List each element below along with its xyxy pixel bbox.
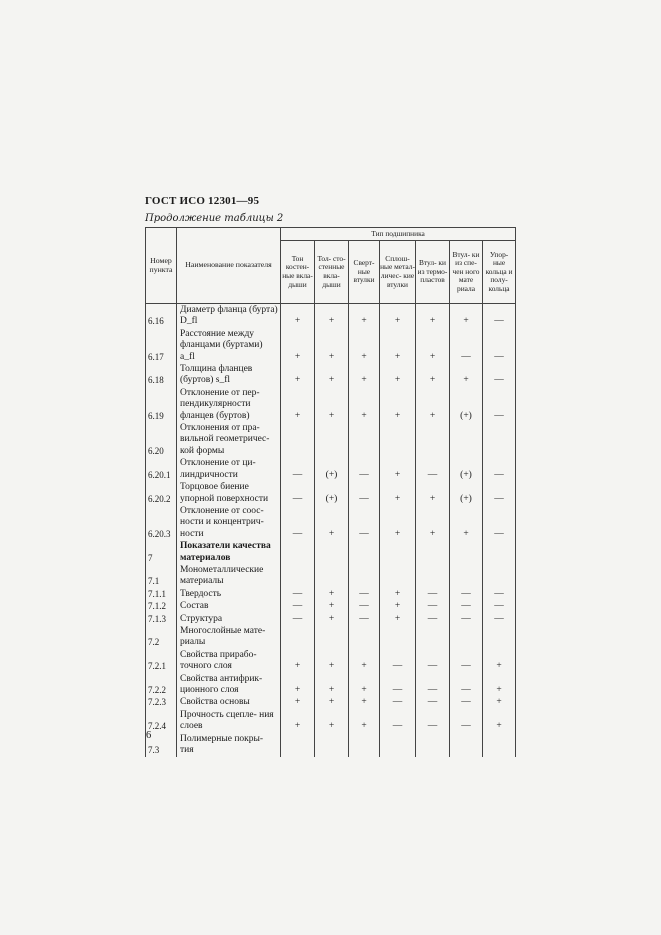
applicability-mark: + (315, 589, 349, 601)
applicability-mark: — (281, 614, 315, 626)
applicability-mark: — (416, 458, 450, 482)
row-number: 7.1.1 (146, 589, 177, 601)
applicability-mark: + (483, 710, 516, 734)
applicability-mark: + (380, 482, 416, 506)
standard-header: ГОСТ ИСО 12301—95 (145, 195, 260, 207)
applicability-mark: + (315, 650, 349, 674)
table-row (146, 458, 516, 482)
column-header-type: Упор- ные кольца и полу- кольца (483, 241, 516, 304)
applicability-mark: — (483, 482, 516, 506)
applicability-mark: — (483, 506, 516, 541)
applicability-mark (450, 541, 483, 565)
row-parameter-name: Свойства антифрик- ционного слоя (177, 674, 281, 698)
applicability-mark: + (450, 304, 483, 329)
applicability-mark: + (349, 674, 380, 698)
row-parameter-name: Состав (177, 601, 281, 613)
table-caption: Продолжение таблицы 2 (145, 213, 284, 224)
applicability-mark: + (281, 650, 315, 674)
applicability-mark: + (483, 650, 516, 674)
applicability-mark (450, 423, 483, 458)
applicability-mark: + (349, 364, 380, 388)
applicability-mark: + (380, 614, 416, 626)
table-row (146, 601, 516, 613)
applicability-mark: — (450, 710, 483, 734)
applicability-mark (450, 626, 483, 650)
applicability-mark: — (450, 697, 483, 709)
applicability-mark (349, 626, 380, 650)
applicability-mark: + (380, 458, 416, 482)
applicability-mark: — (281, 601, 315, 613)
applicability-mark: + (380, 329, 416, 364)
applicability-mark: + (380, 364, 416, 388)
applicability-mark: — (483, 329, 516, 364)
row-number: 7.2.2 (146, 674, 177, 698)
applicability-mark: — (380, 674, 416, 698)
applicability-mark (315, 565, 349, 589)
applicability-mark: + (281, 364, 315, 388)
row-number: 6.16 (146, 304, 177, 329)
applicability-mark: + (416, 482, 450, 506)
table-row (146, 329, 516, 364)
applicability-mark: + (450, 506, 483, 541)
column-header-type: Сверт- ные втулки (349, 241, 380, 304)
applicability-mark: + (315, 304, 349, 329)
column-header-type: Тол- сто- стенные вкла- дыши (315, 241, 349, 304)
applicability-mark: + (281, 304, 315, 329)
applicability-mark: — (483, 589, 516, 601)
applicability-mark: — (483, 364, 516, 388)
table-row (146, 506, 516, 541)
applicability-mark (315, 734, 349, 758)
applicability-mark: + (416, 364, 450, 388)
applicability-mark: — (281, 589, 315, 601)
applicability-mark: + (315, 388, 349, 423)
applicability-mark (380, 541, 416, 565)
applicability-mark (416, 541, 450, 565)
row-parameter-name: Полимерные покры- тия (177, 734, 281, 758)
applicability-mark: — (416, 614, 450, 626)
row-parameter-name: Отклонения от пра- вильной геометричес- кой формы (177, 423, 281, 458)
applicability-mark: — (450, 674, 483, 698)
applicability-mark: — (380, 650, 416, 674)
applicability-mark: + (416, 304, 450, 329)
applicability-mark: — (450, 650, 483, 674)
applicability-mark: (+) (315, 458, 349, 482)
row-parameter-name: Отклонение от ци- линдричности (177, 458, 281, 482)
applicability-mark: + (483, 674, 516, 698)
row-number: 6.19 (146, 388, 177, 423)
column-header-type: Тон костен- ные вкла- дыши (281, 241, 315, 304)
applicability-mark (380, 734, 416, 758)
bearing-parameters-table (145, 227, 516, 757)
applicability-mark: + (315, 364, 349, 388)
applicability-mark: + (315, 329, 349, 364)
applicability-mark: — (349, 614, 380, 626)
applicability-mark: + (281, 388, 315, 423)
table-body (146, 304, 516, 758)
row-parameter-name: Свойства основы (177, 697, 281, 709)
applicability-mark: (+) (315, 482, 349, 506)
column-header-type: Сплош- ные метал- личес- кие втулки (380, 241, 416, 304)
applicability-mark: + (483, 697, 516, 709)
applicability-mark: — (416, 589, 450, 601)
row-number: 7.2.1 (146, 650, 177, 674)
table-row (146, 304, 516, 329)
applicability-mark: + (380, 589, 416, 601)
table-row (146, 674, 516, 698)
row-parameter-name: Отклонение от соос- ности и концентрич- ности (177, 506, 281, 541)
applicability-mark: — (281, 482, 315, 506)
applicability-mark: — (483, 458, 516, 482)
row-parameter-name: Структура (177, 614, 281, 626)
applicability-mark: + (450, 364, 483, 388)
applicability-mark: + (281, 697, 315, 709)
applicability-mark: — (349, 506, 380, 541)
applicability-mark: + (281, 674, 315, 698)
applicability-mark: + (281, 710, 315, 734)
applicability-mark (281, 626, 315, 650)
applicability-mark: (+) (450, 482, 483, 506)
applicability-mark: + (315, 697, 349, 709)
applicability-mark: + (380, 304, 416, 329)
applicability-mark: + (349, 329, 380, 364)
applicability-mark (349, 541, 380, 565)
applicability-mark (416, 734, 450, 758)
row-parameter-name: Твердость (177, 589, 281, 601)
table-row (146, 626, 516, 650)
applicability-mark: (+) (450, 458, 483, 482)
applicability-mark (483, 565, 516, 589)
applicability-mark: + (416, 506, 450, 541)
applicability-mark: + (315, 506, 349, 541)
applicability-mark (483, 541, 516, 565)
applicability-mark: — (483, 614, 516, 626)
applicability-mark: — (483, 304, 516, 329)
applicability-mark: + (315, 614, 349, 626)
row-number: 6.20.3 (146, 506, 177, 541)
applicability-mark (315, 423, 349, 458)
row-number: 7.1 (146, 565, 177, 589)
row-parameter-name: Показатели качества материалов (177, 541, 281, 565)
table-row (146, 541, 516, 565)
applicability-mark: + (349, 710, 380, 734)
row-number: 6.20.1 (146, 458, 177, 482)
table-row (146, 482, 516, 506)
row-number: 7 (146, 541, 177, 565)
applicability-mark: — (349, 601, 380, 613)
applicability-mark: — (450, 614, 483, 626)
applicability-mark: — (380, 710, 416, 734)
applicability-mark (380, 626, 416, 650)
applicability-mark: — (416, 601, 450, 613)
applicability-mark: — (483, 601, 516, 613)
applicability-mark (281, 423, 315, 458)
applicability-mark: + (416, 388, 450, 423)
row-parameter-name: Отклонение от пер- пендикулярности фланцев (буртов) (177, 388, 281, 423)
applicability-mark: — (380, 697, 416, 709)
applicability-mark: + (315, 601, 349, 613)
row-parameter-name: Многослойные мате- риалы (177, 626, 281, 650)
applicability-mark (450, 734, 483, 758)
applicability-mark: + (315, 710, 349, 734)
applicability-mark: + (349, 650, 380, 674)
applicability-mark (281, 734, 315, 758)
row-parameter-name: Прочность сцепле- ния слоев (177, 710, 281, 734)
applicability-mark: + (380, 506, 416, 541)
row-number: 7.1.3 (146, 614, 177, 626)
applicability-mark: — (281, 458, 315, 482)
applicability-mark: — (416, 650, 450, 674)
applicability-mark (349, 423, 380, 458)
applicability-mark (380, 423, 416, 458)
applicability-mark: + (380, 601, 416, 613)
table-row (146, 734, 516, 758)
column-header-type: Втул- ки из спе- чен ного мате риала (450, 241, 483, 304)
row-number: 7.1.2 (146, 601, 177, 613)
applicability-mark (315, 626, 349, 650)
applicability-mark: (+) (450, 388, 483, 423)
row-parameter-name: Толщина фланцев (буртов) s_fl (177, 364, 281, 388)
table-row (146, 423, 516, 458)
row-number: 6.20 (146, 423, 177, 458)
applicability-mark: + (380, 388, 416, 423)
column-group-bearing-type: Тип подшипника (281, 228, 516, 241)
applicability-mark (349, 734, 380, 758)
table-row (146, 650, 516, 674)
applicability-mark: — (483, 388, 516, 423)
applicability-mark: — (416, 697, 450, 709)
applicability-mark: — (349, 589, 380, 601)
table-row (146, 710, 516, 734)
applicability-mark (483, 423, 516, 458)
row-number: 6.18 (146, 364, 177, 388)
applicability-mark (349, 565, 380, 589)
row-parameter-name: Монометаллические материалы (177, 565, 281, 589)
applicability-mark (281, 565, 315, 589)
row-number: 6.17 (146, 329, 177, 364)
applicability-mark: + (349, 304, 380, 329)
row-parameter-name: Торцовое биение упорной поверхности (177, 482, 281, 506)
table-row (146, 388, 516, 423)
row-number: 7.2 (146, 626, 177, 650)
table-row (146, 565, 516, 589)
applicability-mark (416, 423, 450, 458)
row-parameter-name: Свойства прирабо- точного слоя (177, 650, 281, 674)
table-row (146, 364, 516, 388)
applicability-mark: + (416, 329, 450, 364)
table-row (146, 589, 516, 601)
applicability-mark (416, 565, 450, 589)
applicability-mark: — (450, 329, 483, 364)
applicability-mark: + (349, 388, 380, 423)
applicability-mark (483, 626, 516, 650)
applicability-mark: + (315, 674, 349, 698)
row-number: 7.2.4 (146, 710, 177, 734)
column-header-name: Наименование показателя (177, 228, 281, 304)
applicability-mark: + (281, 329, 315, 364)
applicability-mark: — (349, 458, 380, 482)
row-number: 7.2.3 (146, 697, 177, 709)
applicability-mark: + (349, 697, 380, 709)
applicability-mark (416, 626, 450, 650)
applicability-mark: — (416, 710, 450, 734)
table-row (146, 614, 516, 626)
row-parameter-name: Расстояние между фланцами (буртами) a_fl (177, 329, 281, 364)
applicability-mark (450, 565, 483, 589)
applicability-mark: — (450, 601, 483, 613)
applicability-mark: — (450, 589, 483, 601)
row-number: 7.3 (146, 734, 177, 758)
applicability-mark: — (416, 674, 450, 698)
table-row (146, 697, 516, 709)
page-number: 6 (146, 730, 152, 741)
applicability-mark (380, 565, 416, 589)
row-parameter-name: Диаметр фланца (бурта) D_fl (177, 304, 281, 329)
applicability-mark (483, 734, 516, 758)
applicability-mark (315, 541, 349, 565)
applicability-mark (281, 541, 315, 565)
column-header-number: Номер пункта (146, 228, 177, 304)
row-number: 6.20.2 (146, 482, 177, 506)
column-header-type: Втул- ки из термо- пластов (416, 241, 450, 304)
applicability-mark: — (281, 506, 315, 541)
applicability-mark: — (349, 482, 380, 506)
